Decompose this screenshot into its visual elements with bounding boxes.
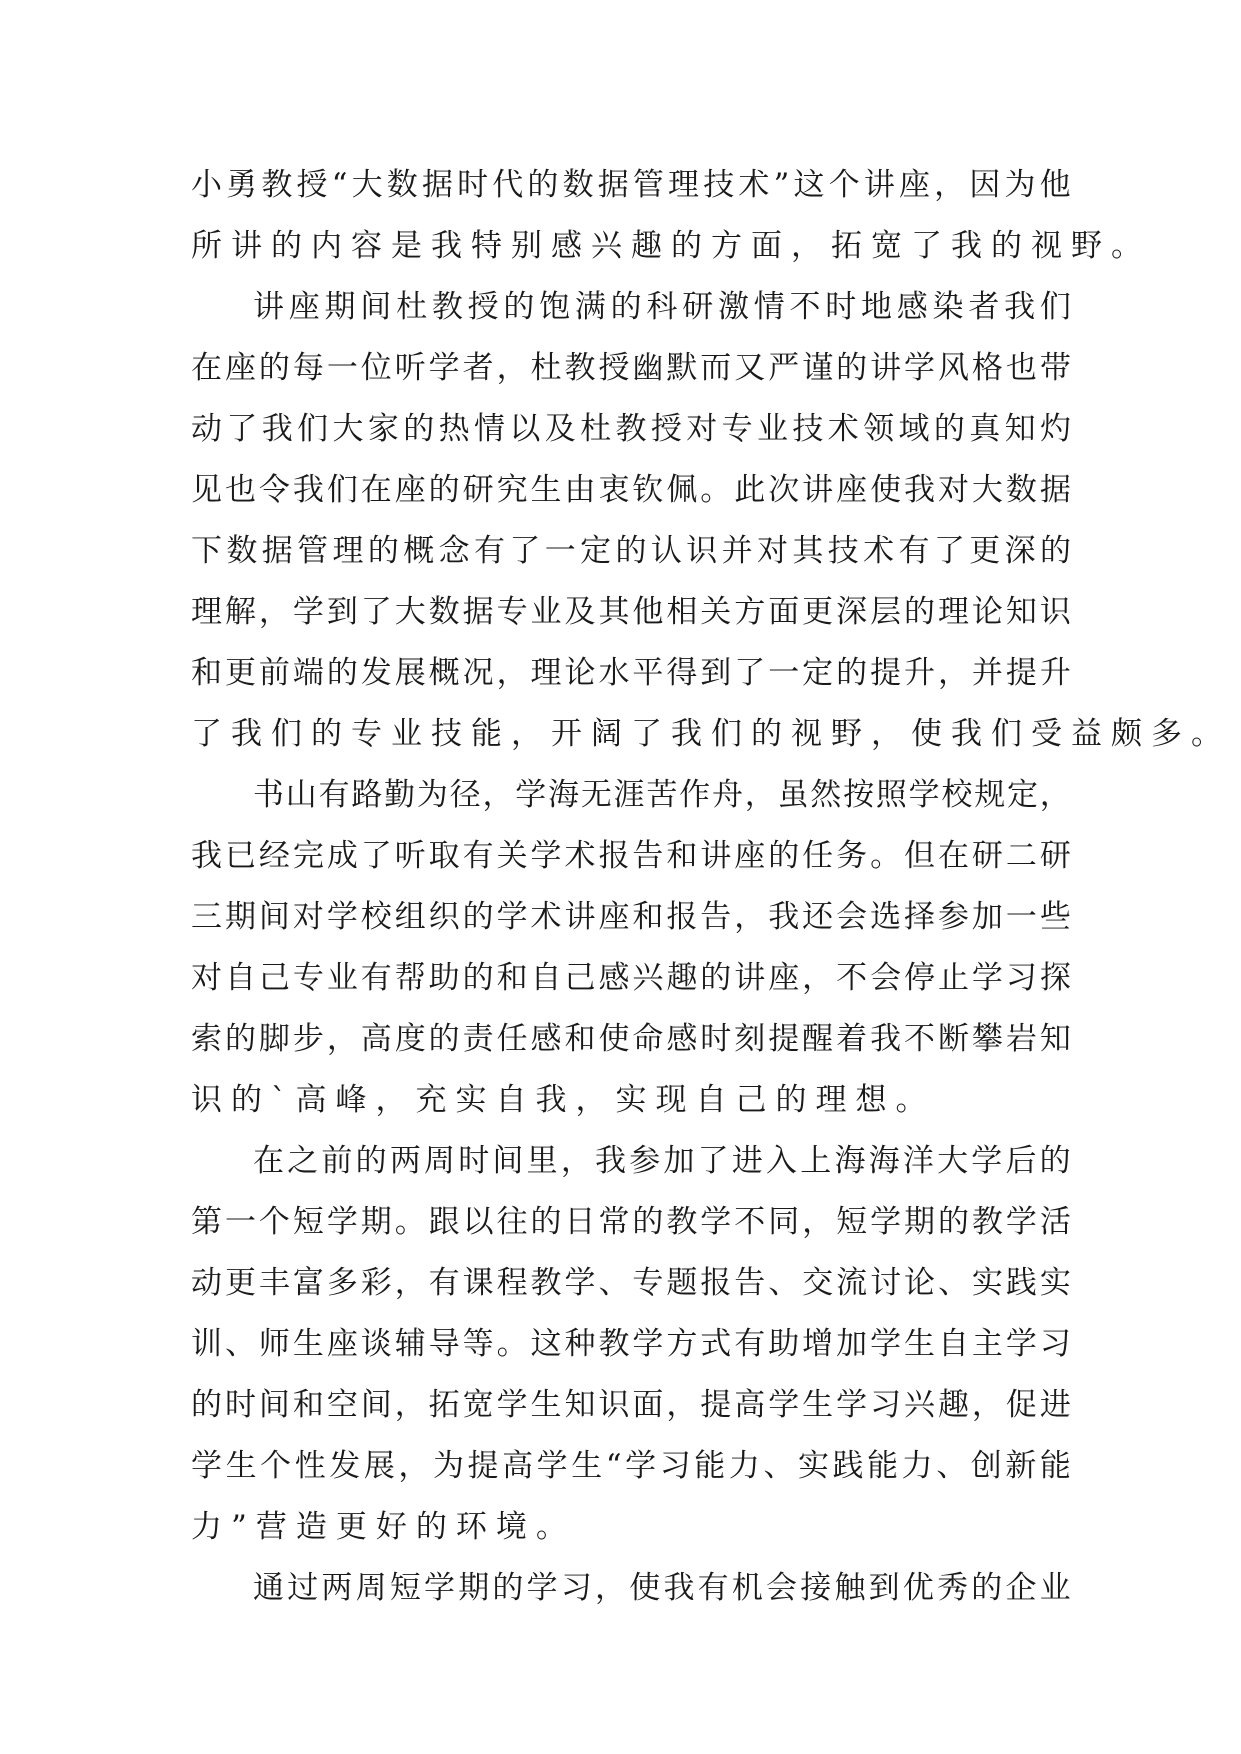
paragraph <box>191 765 1071 1131</box>
text-line: 理 解 ， 学 到 了 大 数 据 专 业 及 其 他 相 关 方 面 更 深 层 的 理 论 知 识 <box>191 594 1071 630</box>
text-line: 见 也 令 我 们 在 座 的 研 究 生 由 衷 钦 佩 。 此 次 讲 座 使 我 对 大 数 据 <box>191 472 1071 508</box>
paragraph <box>191 1558 1071 1619</box>
paragraph <box>191 1131 1071 1558</box>
text-line: 讲 座 期 间 杜 教 授 的 饱 满 的 科 研 激 情 不 时 地 感 染 者 我 们 <box>253 289 1071 325</box>
text-line: 三 期 间 对 学 校 组 织 的 学 术 讲 座 和 报 告 ， 我 还 会 选 择 参 加 一 些 <box>191 899 1071 935</box>
text-line: 在 之 前 的 两 周 时 间 里 ， 我 参 加 了 进 入 上 海 海 洋 大 学 后 的 <box>253 1143 1071 1179</box>
text-line: 学 生 个 性 发 展 ， 为 提 高 学 生 “ 学 习 能 力 、 实 践 能 力 、 创 新 能 <box>191 1448 1071 1484</box>
text-line: 书 山 有 路 勤 为 径 ， 学 海 无 涯 苦 作 舟 ， 虽 然 按 照 学 校 规 定 ， <box>253 777 1071 813</box>
text-line: 通 过 两 周 短 学 期 的 学 习 ， 使 我 有 机 会 接 触 到 优 秀 的 企 业 <box>253 1570 1071 1606</box>
text-line: 在 座 的 每 一 位 听 学 者 ， 杜 教 授 幽 默 而 又 严 谨 的 讲 学 风 格 也 带 <box>191 350 1071 386</box>
body-text <box>191 155 1231 1619</box>
text-line: 力”营造更好的环境。 <box>191 1509 576 1545</box>
text-line: 对 自 己 专 业 有 帮 助 的 和 自 己 感 兴 趣 的 讲 座 ， 不 会 停 止 学 习 探 <box>191 960 1071 996</box>
text-line: 索 的 脚 步 ， 高 度 的 责 任 感 和 使 命 感 时 刻 提 醒 着 我 不 断 攀 岩 知 <box>191 1021 1071 1057</box>
text-line: 了我们的专业技能，开阔了我们的视野，使我们受益颇多。 <box>191 716 1231 752</box>
text-line: 识的`高峰，充实自我，实现自己的理想。 <box>191 1082 936 1118</box>
text-line: 动 更 丰 富 多 彩 ， 有 课 程 教 学 、 专 题 报 告 、 交 流 讨 论 、 实 践 实 <box>191 1265 1071 1301</box>
text-line: 的 时 间 和 空 间 ， 拓 宽 学 生 知 识 面 ， 提 高 学 生 学 习 兴 趣 ， 促 进 <box>191 1387 1071 1423</box>
text-line: 我 已 经 完 成 了 听 取 有 关 学 术 报 告 和 讲 座 的 任 务 。 但 在 研 二 研 <box>191 838 1071 874</box>
text-line: 训 、 师 生 座 谈 辅 导 等 。 这 种 教 学 方 式 有 助 增 加 学 生 自 主 学 习 <box>191 1326 1071 1362</box>
text-line: 下 数 据 管 理 的 概 念 有 了 一 定 的 认 识 并 对 其 技 术 有 了 更 深 的 <box>191 533 1071 569</box>
text-line: 和 更 前 端 的 发 展 概 况 ， 理 论 水 平 得 到 了 一 定 的 提 升 ， 并 提 升 <box>191 655 1071 691</box>
paragraph <box>191 155 1151 277</box>
paragraph <box>191 277 1231 765</box>
text-line: 所讲的内容是我特别感兴趣的方面，拓宽了我的视野。 <box>191 228 1151 264</box>
text-line: 第 一 个 短 学 期 。 跟 以 往 的 日 常 的 教 学 不 同 ， 短 学 期 的 教 学 活 <box>191 1204 1071 1240</box>
text-line: 小 勇 教 授 “ 大 数 据 时 代 的 数 据 管 理 技 术 ” 这 个 讲 座 ， 因 为 他 <box>191 167 1071 203</box>
text-line: 动 了 我 们 大 家 的 热 情 以 及 杜 教 授 对 专 业 技 术 领 域 的 真 知 灼 <box>191 411 1071 447</box>
